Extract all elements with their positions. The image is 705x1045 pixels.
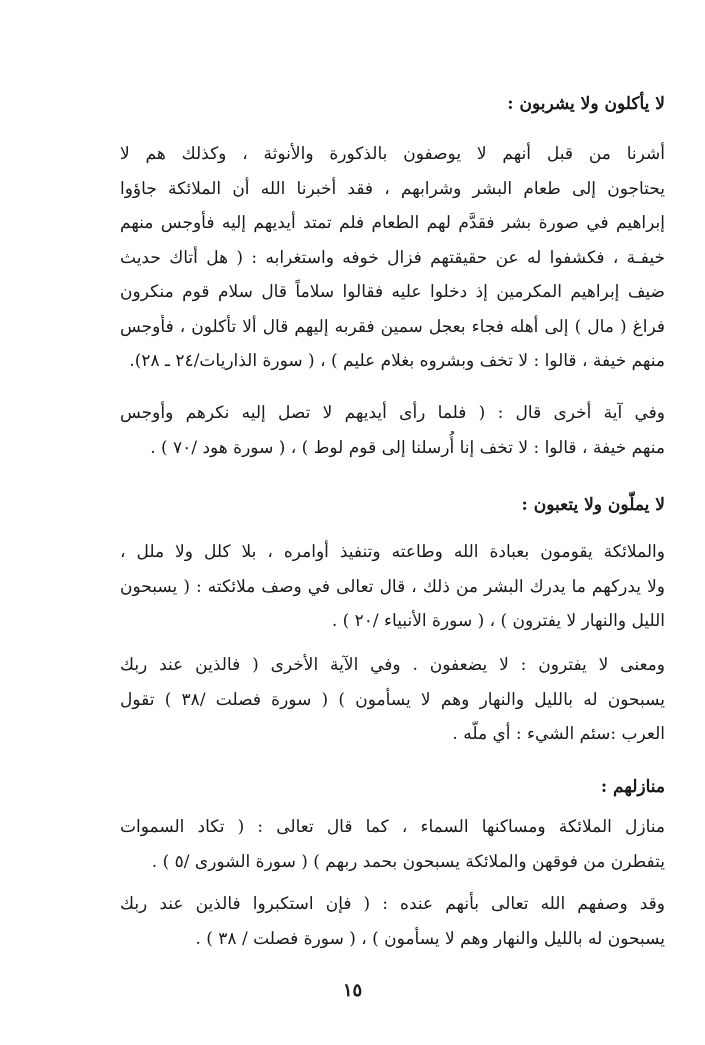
text-line: فراغ ( مال ) إلى أهله فجاء بعجل سمين فقربه إليهم قال ألا تأكلون ، فأوجس: [120, 316, 665, 337]
paragraph: [120, 396, 665, 465]
text-line: ضيف إبراهيم المكرمين إذ دخلوا عليه فقالوا سلاماً قال سلام قوم منكرون: [120, 282, 665, 302]
text-line: ومعنى لا يفترون : لا يضعفون . وفي الآية الأخرى ( فالذين عند ربك: [120, 655, 665, 675]
section-heading-dwellings: منازلهم :: [600, 777, 665, 797]
text-line: أشرنا من قبل أنهم لا يوصفون بالذكورة والأنوثة ، وكذلك هم لا: [120, 144, 665, 164]
paragraph: [120, 137, 665, 379]
text-line: منهم خيفة ، قالوا : لا تخف إنا أُرسلنا إلى قوم لوط ) ، ( سورة هود /٧٠ ) .: [150, 437, 665, 458]
text-line: العرب :سئم الشيء : أي ملّه .: [452, 724, 665, 744]
text-line: وقد وصفهم الله تعالى بأنهم عنده : ( فإن استكبروا فالذين عند ربك: [120, 894, 665, 914]
text-line: الليل والنهار لا يفترون ) ، ( سورة الأنبياء /٢٠ ) .: [331, 611, 665, 631]
paragraph: [120, 810, 665, 879]
text-line: منهم خيفة ، قالوا : لا تخف وبشروه بغلام عليم ) ، ( سورة الذاريات/٢٤ ـ ٢٨).: [129, 351, 665, 371]
text-line: يسبحون له بالليل والنهار وهم لا يسأمون ) ، ( سورة فصلت / ٣٨ ) .: [195, 928, 665, 949]
text-line: وفي آية أخرى قال : ( فلما رأى أيديهم لا تصل إليه نكرهم وأوجس: [120, 403, 665, 423]
text-line: يتفطرن من فوقهن والملائكة يسبحون بحمد ربهم ) ( سورة الشورى /٥ ) .: [151, 851, 665, 872]
section-heading-eating: لا يأكلون ولا يشربون :: [507, 94, 665, 114]
text-line: إبراهيم في صورة بشر فقدَّم لهم الطعام فلم تمتد أيديهم إليه فأوجس منهم: [120, 213, 665, 233]
text-line: خيفـة ، فكشفوا له عن حقيقتهم فزال خوفه واستغرابه : ( هل أتاك حديث: [120, 247, 665, 268]
text-line: يحتاجون إلى طعام البشر وشرابهم ، فقد أخبرنا الله أن الملائكة جاؤوا: [120, 178, 665, 199]
page-number: ١٥: [342, 980, 363, 1001]
paragraph: [120, 648, 665, 752]
text-line: ولا يدركهم ما يدرك البشر من ذلك ، قال تعالى في وصف ملائكته : ( يسبحون: [120, 576, 665, 597]
text-line: منازل الملائكة ومساكنها السماء ، كما قال تعالى : ( تكاد السموات: [120, 817, 665, 837]
section-heading-tiring: لا يملّون ولا يتعبون :: [521, 495, 665, 515]
text-line: والملائكة يقومون بعبادة الله وطاعته وتنفيذ أوامره ، بلا كلل ولا ملل ،: [120, 542, 665, 562]
paragraph: [120, 887, 665, 956]
paragraph: [120, 535, 665, 639]
text-line: يسبحون له بالليل والنهار وهم لا يسأمون ) ( سورة فصلت /٣٨ ) تقول: [120, 689, 665, 710]
